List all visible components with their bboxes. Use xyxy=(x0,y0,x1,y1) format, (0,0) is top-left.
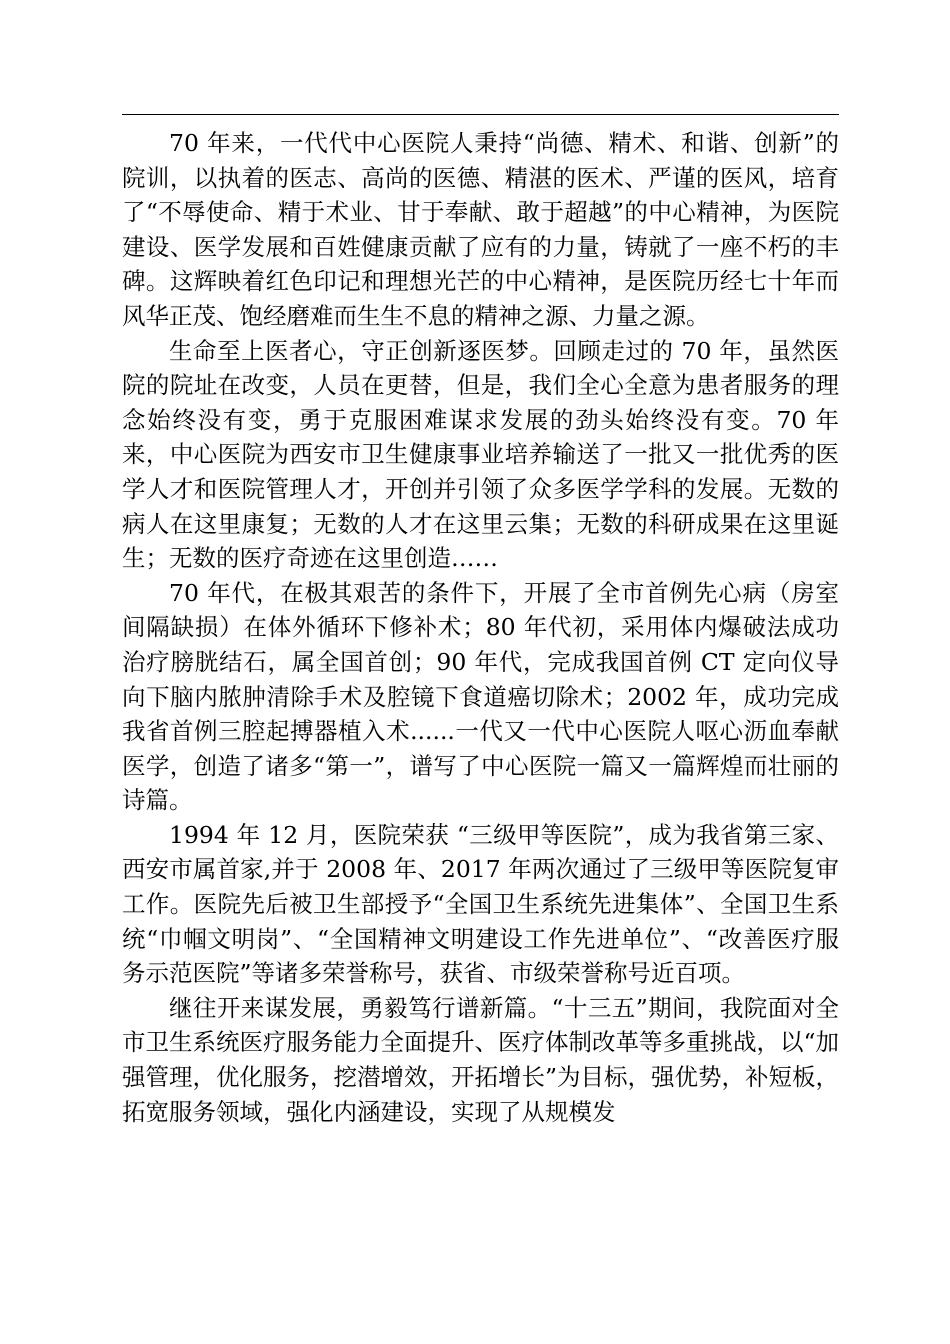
paragraph-5: 继往开来谋发展，勇毅笃行谱新篇。“十三五”期间，我院面对全市卫生系统医疗服务能力全面提升、医疗体制改革等多重挑战，以“加强管理，优化服务，挖潜增效，开拓增长”为目标，强优势，补短板，拓宽服务领域，强化内涵建设，实现了从规模发 xyxy=(122,993,840,1126)
paragraph-4: 1994 年 12 月，医院荣获 “三级甲等医院”，成为我省第三家、西安市属首家,并于 2008 年、2017 年两次通过了三级甲等医院复审工作。医院先后被卫生部授予“全国卫生系统先进集体”、全国卫生系统“巾帼文明岗”、“全国精神文明建设工作先进单位”、“改善医疗服务示范医院”等诸多荣誉称号，获省、市级荣誉称号近百项。 xyxy=(122,820,839,988)
paragraph-3: 70 年代，在极其艰苦的条件下，开展了全市首例先心病（房室间隔缺损）在体外循环下修补术；80 年代初，采用体内爆破法成功治疗膀胱结石，属全国首创；90 年代，完成我国首例 CT 定向仪导向下脑内脓肿清除手术及腔镜下食道癌切除术；2002 年，成功完成我省首例三腔起搏器植入术......一代又一代中心医院人呕心沥血奉献医学，创造了诸多“第一”，谱写了中心医院一篇又一篇辉煌而壮丽的诗篇。 xyxy=(122,578,839,815)
body-text xyxy=(122,126,839,1129)
paragraph-1: 70 年来，一代代中心医院人秉持“尚德、精术、和谐、创新”的院训，以执着的医志、高尚的医德、精湛的医术、严谨的医风，培育了“不辱使命、精于术业、甘于奉献、敢于超越”的中心精神，为医院建设、医学发展和百姓健康贡献了应有的力量，铸就了一座不朽的丰碑。这辉映着红色印记和理想光芒的中心精神，是医院历经七十年而风华正茂、饱经磨难而生生不息的精神之源、力量之源。 xyxy=(122,129,839,330)
paragraph-2: 生命至上医者心，守正创新逐医梦。回顾走过的 70 年，虽然医院的院址在改变，人员在更替，但是，我们全心全意为患者服务的理念始终没有变，勇于克服困难谋求发展的劲头始终没有变。70 年来，中心医院为西安市卫生健康事业培养输送了一批又一批优秀的医学人才和医院管理人才，开创并引领了众多医学学科的发展。无数的病人在这里康复；无数的人才在这里云集；无数的科研成果在这里诞生；无数的医疗奇迹在这里创造…… xyxy=(122,336,839,573)
header-rule xyxy=(122,114,839,115)
